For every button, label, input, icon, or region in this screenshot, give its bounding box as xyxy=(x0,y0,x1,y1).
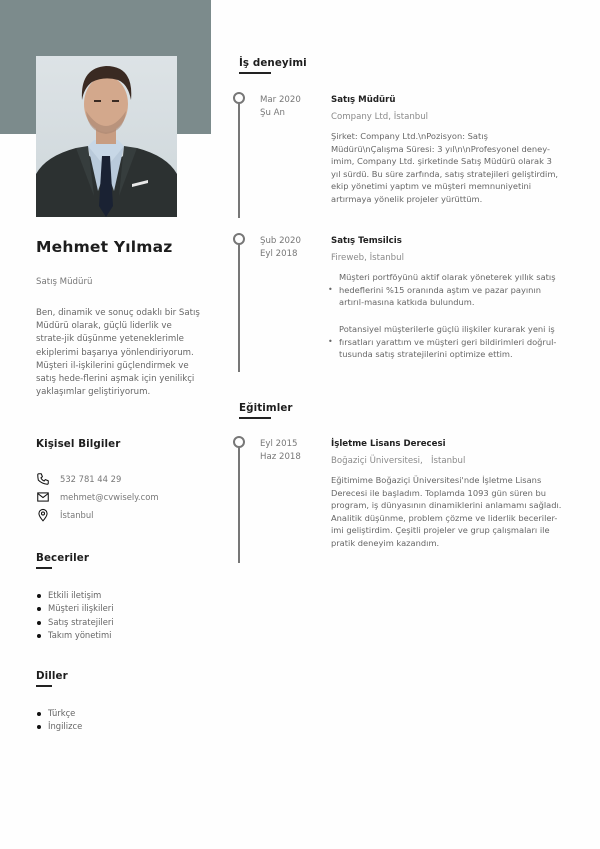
location-value: İstanbul xyxy=(60,510,94,520)
job-company: Fireweb, İstanbul xyxy=(331,253,404,263)
job-description: Şirket: Company Ltd.\nPozisyon: Satış Müdürü\nÇalışma Süresi: 3 yıl\n\nProfesyonel deney-imim, Company Ltd. şirketinde Satış Müdürü olarak 3 yıl sürdü. Bu süre zarfında, satış stratejileri geliştirdim, ekip yönetimi yaptım ve müşteri memnuniyetini artırmaya yönelik projeler yürüttüm. xyxy=(331,131,559,204)
edu-title: İşletme Lisans Derecesi xyxy=(331,439,446,449)
phone-icon xyxy=(36,472,50,486)
job-bullet-text: Potansiyel müşterilerle güçlü ilişkiler kurarak yeni iş fırsatları yarattım ve müşteri geri bildirimleri doğrul-tusunda satış stratejilerini optimize ettim. xyxy=(339,324,557,360)
job-title: Satış Temsilcis xyxy=(331,236,402,246)
job-title: Satış Müdürü xyxy=(331,95,396,105)
timeline-line xyxy=(238,98,240,218)
bullet-icon: • xyxy=(328,336,333,346)
education-heading: Eğitimler xyxy=(239,402,293,414)
edu-date-end: Haz 2018 xyxy=(260,452,301,463)
job-dates xyxy=(260,94,301,121)
mail-icon xyxy=(36,490,50,504)
skill-item: Satış stratejileri xyxy=(36,616,114,629)
skill-item: Takım yönetimi xyxy=(36,629,114,642)
email-value: mehmet@cvwisely.com xyxy=(60,492,159,502)
language-item: İngilizce xyxy=(36,720,82,733)
profile-summary: Ben, dinamik ve sonuç odaklı bir Satış Müdürü olarak, güçlü liderlik ve strate-jik düşünme yeteneklerimle ekiplerimi başarıya yönlendiriyorum. Müşteri il-işkilerini güçlendirmek ve satış hede-flerini aşmak için yenilikçi yaklaşımlar geliştiriyorum. xyxy=(36,308,200,398)
timeline-node-icon xyxy=(233,233,245,245)
language-item: Türkçe xyxy=(36,707,82,720)
job-date-start: Mar 2020 xyxy=(260,95,301,105)
bullet-icon: • xyxy=(328,284,333,294)
job-company: Company Ltd, İstanbul xyxy=(331,112,429,122)
person-portrait-icon xyxy=(36,56,177,217)
profile-name: Mehmet Yılmaz xyxy=(36,238,173,256)
edu-date-start: Eyl 2015 xyxy=(260,439,298,449)
job-bullet xyxy=(328,323,563,361)
profile-photo xyxy=(36,56,177,217)
timeline-node-icon xyxy=(233,436,245,448)
timeline-line xyxy=(238,442,240,563)
job-bullet-text: Müşteri portföyünü aktif olarak yöneterek yıllık satış hedeflerini %15 oranında aştım ve pazar payının artırıl-masına katkıda bulundum. xyxy=(339,272,556,308)
edu-description: Eğitimime Boğaziçi Üniversitesi'nde İşletme Lisans Derecesi ile başladım. Toplamda 1093 gün süren bu program, iş dünyasının dinamiklerini anlamamı sağladı. Analitik düşünme, problem çözme ve liderlik beceriler-imi geliştirdim. Çeşitli projeler ve grup çalışmaları ile pratik deneyim kazandım. xyxy=(331,475,562,548)
contact-location xyxy=(36,508,94,522)
experience-heading-underline xyxy=(239,72,271,74)
contact-email xyxy=(36,490,158,504)
timeline-line xyxy=(238,239,240,372)
languages-heading-underline xyxy=(36,685,52,687)
profile-title: Satış Müdürü xyxy=(36,277,93,287)
skills-heading: Beceriler xyxy=(36,552,90,564)
location-icon xyxy=(36,508,50,522)
contact-phone xyxy=(36,472,121,486)
skills-list xyxy=(36,589,114,643)
phone-value: 532 781 44 29 xyxy=(60,474,122,484)
skills-heading-underline xyxy=(36,567,52,569)
job-dates xyxy=(260,235,301,262)
job-date-end: Eyl 2018 xyxy=(260,249,298,260)
skill-item: Müşteri ilişkileri xyxy=(36,602,114,615)
job-date-end: Şu An xyxy=(260,108,285,119)
education-heading-underline xyxy=(239,417,271,419)
skill-item: Etkili iletişim xyxy=(36,589,114,602)
personal-info-heading: Kişisel Bilgiler xyxy=(36,438,121,450)
edu-school: Boğaziçi Üniversitesi, İstanbul xyxy=(331,456,466,466)
languages-heading: Diller xyxy=(36,670,68,682)
experience-heading: İş deneyimi xyxy=(239,57,307,69)
edu-dates xyxy=(260,438,301,465)
languages-list xyxy=(36,707,82,734)
job-bullet xyxy=(328,271,563,309)
timeline-node-icon xyxy=(233,92,245,104)
job-date-start: Şub 2020 xyxy=(260,236,301,246)
